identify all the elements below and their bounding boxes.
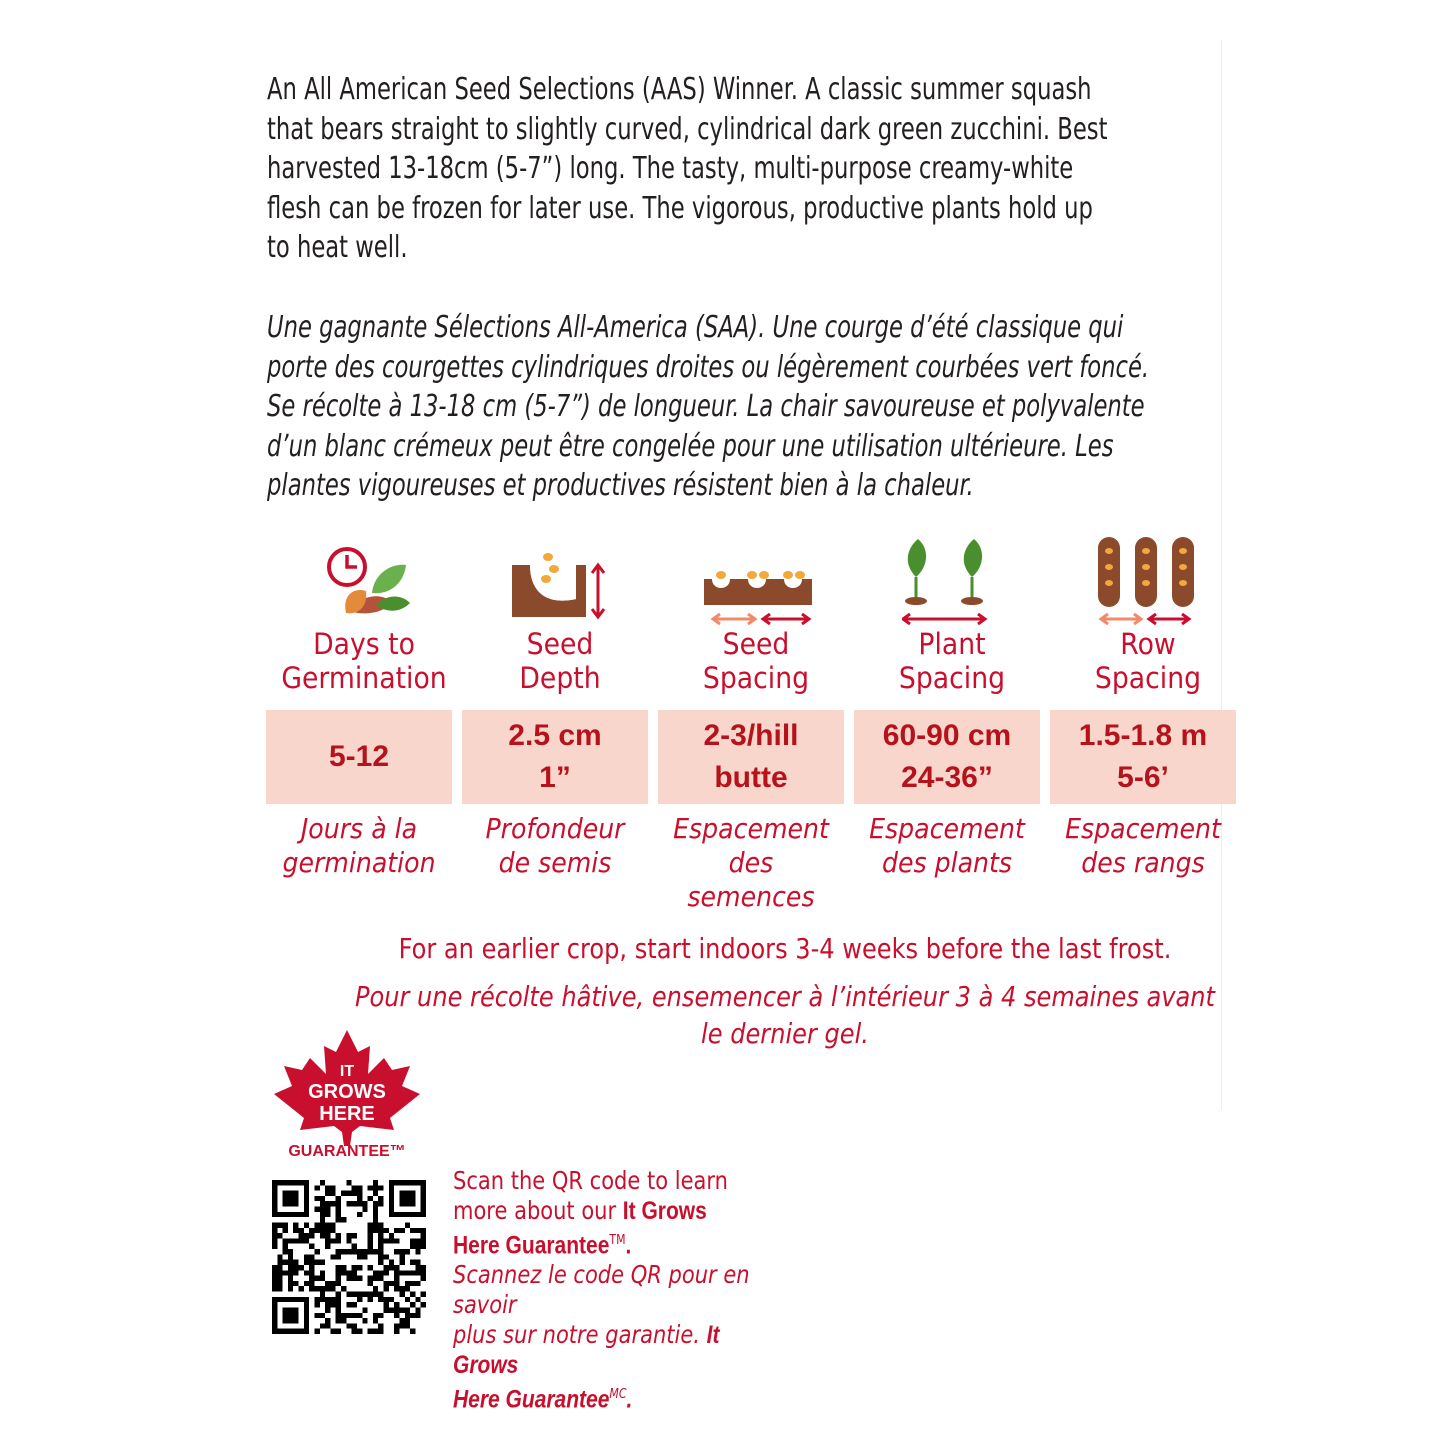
value-row-spacing [1050, 710, 1236, 804]
value-line-1: 5-12 [328, 740, 390, 773]
qr-note-fr-line-1: Scannez le code QR pour en savoir [453, 1260, 750, 1320]
fr-label-line-2: des rangs [1081, 846, 1205, 879]
description-english-text: An All American Seed Selections (AAS) Winner. A classic summer squash that bears straight to slightly curved, cylindrical dark green zucchini. Best harvested 13-18cm (5-7”) long. The tasty, multi-purpose creamy-white flesh can be frozen for later use. The vigorous, productive plants hold up to heat well. [267, 72, 1108, 265]
label-fr-seed-spacing [667, 812, 834, 914]
fr-label-line-2: de semis [498, 846, 612, 879]
label-line-1: Row [1120, 627, 1176, 661]
seed-spacing-icon [696, 535, 812, 627]
qr-code[interactable] [272, 1180, 426, 1334]
label-line-1: Seed [526, 627, 594, 661]
fr-label-line-2: des plants [881, 846, 1013, 879]
value-days-to-germination [266, 710, 452, 804]
clock-seedling-icon [314, 535, 414, 627]
fr-label-line-1: Espacement [1065, 812, 1221, 845]
value-plant-spacing [854, 710, 1040, 804]
value-line-1: 2.5 cm [508, 719, 602, 752]
label-line-1: Seed [722, 627, 790, 661]
tip-fr-line-1: Pour une récolte hâtive, ensemencer à l’intérieur 3 à 4 semaines avant [354, 980, 1215, 1013]
fr-label-line-1: Espacement [673, 812, 829, 845]
value-line-2: butte [714, 761, 788, 794]
value-line-2: 24-36” [901, 761, 993, 794]
info-column-plant-spacing [854, 535, 1050, 895]
tip-fr-line-2: le dernier gel. [701, 1017, 869, 1050]
info-column-germination [266, 535, 462, 895]
label-plant-spacing [862, 627, 1042, 695]
info-column-seed-depth [462, 535, 658, 895]
indoor-start-tip-english: For an earlier crop, start indoors 3-4 weeks before the last frost. [398, 932, 1172, 965]
label-line-2: Spacing [702, 661, 810, 695]
qr-note [453, 1166, 755, 1415]
qr-note-en-text: more about our [453, 1196, 623, 1225]
value-line-2: 1” [539, 761, 571, 794]
label-days-to-germination [274, 627, 454, 695]
qr-note-en-line-1: Scan the QR code to learn [453, 1166, 728, 1195]
label-fr-plant-spacing [863, 812, 1030, 880]
label-line-1: Plant [918, 627, 986, 661]
badge-line-2: GROWS [308, 1081, 386, 1103]
value-line-2: 5-6’ [1117, 761, 1169, 794]
qr-note-fr-bold-2: Here Guarantee [453, 1385, 610, 1414]
indoor-start-tip-french [316, 978, 1253, 1052]
info-column-row-spacing [1050, 535, 1246, 895]
description-english [267, 70, 1216, 268]
label-line-2: Depth [519, 661, 601, 695]
qr-note-fr-bold-1: It Grows [453, 1321, 720, 1380]
qr-note-en-bold-1: It Grows [622, 1197, 707, 1225]
fr-label-line-1: Jours à la [300, 812, 418, 845]
it-grows-here-guarantee-badge [272, 1028, 422, 1160]
row-spacing-icon [1098, 535, 1198, 627]
fr-label-line-1: Profondeur [485, 812, 625, 845]
fr-label-line-2: des semences [687, 846, 815, 913]
qr-note-en-end: . [625, 1231, 632, 1260]
label-fr-germination [275, 812, 442, 880]
label-fr-row-spacing [1059, 812, 1226, 880]
qr-note-fr-text: plus sur notre garantie. [453, 1320, 707, 1350]
qr-note-fr-mc: MC [609, 1387, 627, 1403]
value-seed-spacing [658, 710, 844, 804]
label-line-2: Spacing [1094, 661, 1202, 695]
label-line-2: Spacing [898, 661, 1006, 695]
qr-note-en-line-2 [453, 1196, 755, 1226]
qr-note-en-bold-2: Here Guarantee [453, 1231, 610, 1260]
description-french-text: Une gagnante Sélections All-America (SAA). Une courge d’été classique qui porte des courgettes cylindriques droites ou légèrement courbées vert foncé. Se récolte à 13-18 cm (5-7”) de longueur. La chair savoureuse et polyvalente d’un blanc crémeux peut être congelée pour une utilisation ultérieure. Les plantes vigoureuses et productives résistent bien à la chaleur. [267, 310, 1150, 503]
fr-label-line-1: Espacement [869, 812, 1025, 845]
qr-note-fr-line-3 [453, 1380, 755, 1414]
label-seed-spacing [666, 627, 846, 695]
qr-note-fr-end: . [626, 1385, 633, 1414]
badge-line-4: GUARANTEE™ [288, 1143, 406, 1160]
label-line-1: Days to [313, 627, 415, 661]
value-line-1: 1.5-1.8 m [1078, 719, 1208, 752]
value-line-1: 60-90 cm [882, 719, 1012, 752]
plant-spacing-icon [902, 535, 1002, 627]
badge-line-1: IT [339, 1063, 355, 1080]
label-seed-depth [470, 627, 650, 695]
qr-note-en-line-3 [453, 1226, 755, 1260]
qr-note-en-tm: TM [609, 1233, 626, 1248]
fr-label-line-2: germination [282, 846, 436, 879]
seed-depth-icon [510, 535, 610, 627]
label-line-2: Germination [281, 661, 447, 695]
info-column-seed-spacing [658, 535, 854, 913]
value-seed-depth [462, 710, 648, 804]
badge-line-3: HERE [319, 1103, 375, 1125]
qr-note-fr-line-2 [453, 1320, 755, 1380]
value-line-1: 2-3/hill [703, 719, 799, 752]
description-french [267, 308, 1233, 506]
label-row-spacing [1058, 627, 1238, 695]
label-fr-seed-depth [471, 812, 638, 880]
